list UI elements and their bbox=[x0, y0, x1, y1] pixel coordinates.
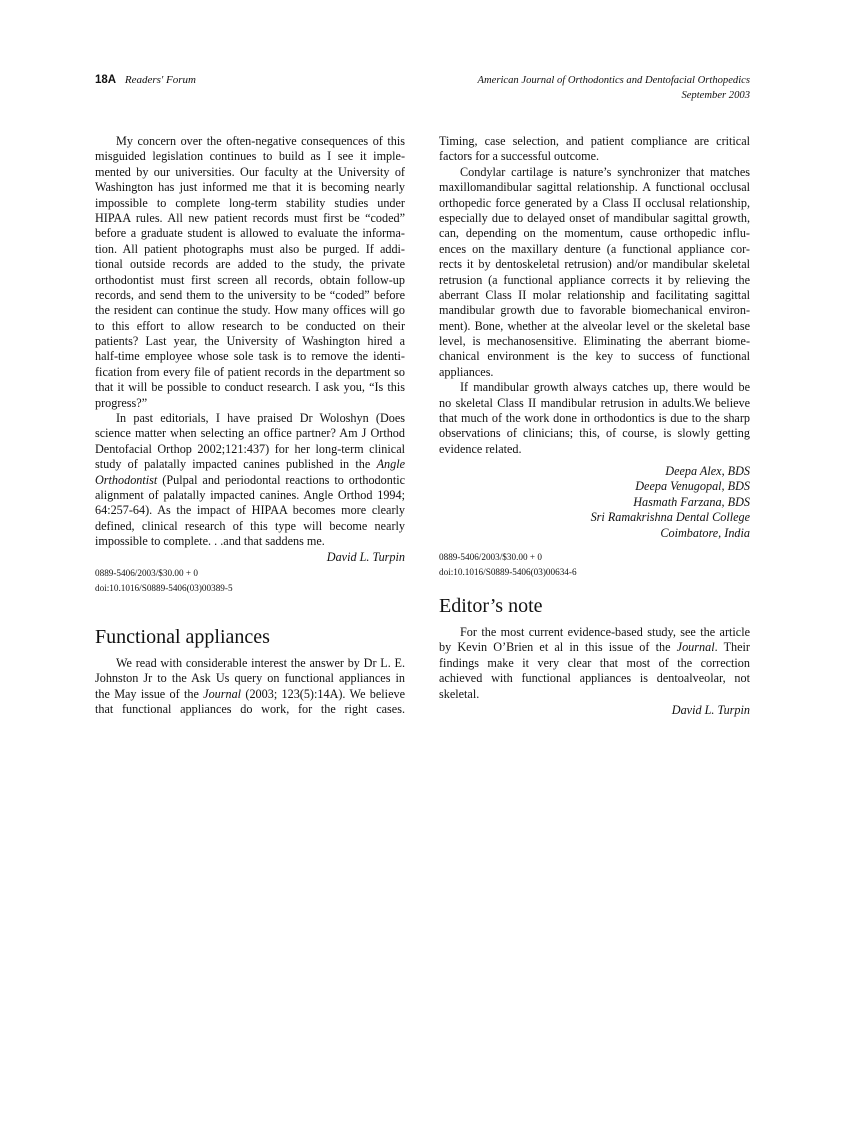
text-line: findings make it very clear that most of the correction bbox=[439, 655, 750, 670]
text-line: observations of clinicians; this, of course, is slowly getting bbox=[439, 426, 750, 441]
paragraph bbox=[439, 134, 750, 165]
text-line: study of palatally impacted canines published in the Angle bbox=[95, 457, 405, 472]
issn-code: 0889-5406/2003/$30.00 + 0 bbox=[95, 568, 198, 578]
text-line: achieved with functional appliances is dentoalveolar, not bbox=[439, 671, 750, 686]
issn-code: 0889-5406/2003/$30.00 + 0 bbox=[439, 552, 542, 562]
text-line: ences on the maxillary denture (a functional appliance cor- bbox=[439, 241, 750, 256]
text-line: the May issue of the Journal (2003; 123(5):14A). We believe bbox=[95, 686, 405, 701]
text-line: Washington has just informed me that it is becoming nearly bbox=[95, 180, 405, 195]
text-line: orthodontist must first screen all records, obtain follow-up bbox=[95, 272, 405, 287]
text-line: 64:257-64). As the impact of HIPAA becomes more clearly bbox=[95, 503, 405, 518]
text-line: tional outside records are added to the study, the private bbox=[95, 257, 405, 272]
section-heading-editors-note: Editor’s note bbox=[439, 595, 543, 617]
text-line: mandibular growth due to favorable biomechanical environ- bbox=[439, 303, 750, 318]
text-line: Johnston Jr to the Ask Us query on functional appliances in bbox=[95, 671, 405, 686]
text-line: especially due to delayed onset of mandibular sagittal growth, bbox=[439, 210, 750, 225]
text-line: orthopedic force generated by a Class II occlusal relationship, bbox=[439, 195, 750, 210]
text-line: aberrant Class II molar relationship and facilitating sagittal bbox=[439, 287, 750, 302]
letter-body-right bbox=[439, 134, 750, 457]
italic-text: Angle bbox=[376, 457, 405, 472]
text-line: impossible to complete long-term stability studies under bbox=[95, 195, 405, 210]
article-codes-right bbox=[439, 550, 750, 579]
text-line: If mandibular growth always catches up, there would be bbox=[460, 380, 750, 395]
text-line: defined, clinical research of this type will become nearly bbox=[95, 518, 405, 533]
functional-appliances-body bbox=[95, 656, 405, 718]
italic-text: Journal bbox=[203, 686, 242, 701]
italic-text: Orthodontist bbox=[95, 472, 158, 487]
editors-note-signature: David L. Turpin bbox=[671, 703, 750, 717]
text-line: evidence related. bbox=[439, 441, 522, 456]
letter-body-left bbox=[95, 134, 405, 550]
text-line: that functional appliances do work, for the right cases. bbox=[95, 702, 405, 717]
italic-text: Journal bbox=[676, 640, 715, 655]
text-line: factors for a successful outcome. bbox=[439, 149, 600, 164]
text-line: no skeletal Class II mandibular retrusion in adults.We believe bbox=[439, 395, 750, 410]
text-line: tion. All patient photographs must also be purged. If addi- bbox=[95, 241, 405, 256]
text-line: records, and send them to the university to be “coded” before bbox=[95, 287, 405, 302]
paragraph bbox=[95, 411, 405, 550]
paragraph bbox=[439, 165, 750, 380]
author-name: Deepa Venugopal, BDS bbox=[635, 479, 750, 494]
text-line: In past editorials, I have praised Dr Woloshyn (Does bbox=[116, 411, 405, 426]
text-line: level, is mechanosensitive. Eliminating the aberrant biome- bbox=[439, 334, 750, 349]
text-line: that it will be possible to conduct research. I ask you, “Is this bbox=[95, 380, 405, 395]
text-line: Orthodontist (Pulpal and periodontal reactions to orthodontic bbox=[95, 472, 405, 487]
page-number: 18A bbox=[95, 74, 117, 86]
text-line: appliances. bbox=[439, 364, 494, 379]
text-line: My concern over the often-negative consequences of this bbox=[116, 134, 405, 148]
text-line: by Kevin O’Brien et al in this issue of the Journal. Their bbox=[439, 640, 750, 655]
text-line: HIPAA rules. All new patient records must first be “coded” bbox=[95, 210, 405, 225]
author-affiliation: Sri Ramakrishna Dental College bbox=[590, 510, 750, 525]
text-line: mented by our universities. Our faculty at the University of bbox=[95, 164, 405, 179]
section-heading-functional-appliances: Functional appliances bbox=[95, 626, 270, 648]
text-line: alignment of palatally impacted canines. Angle Orthod 1994; bbox=[95, 487, 405, 502]
text-line: Timing, case selection, and patient compliance are critical bbox=[439, 134, 750, 148]
author-name: Deepa Alex, BDS bbox=[665, 464, 750, 478]
issue-date: September 2003 bbox=[681, 90, 750, 101]
text-line: fication from every file of patient records in the department so bbox=[95, 364, 405, 379]
editors-note-body bbox=[439, 625, 750, 702]
text-line: progress?” bbox=[95, 395, 148, 410]
paragraph bbox=[95, 134, 405, 411]
text-line: Dentofacial Orthop 2002;121:437) for her long-term clinical bbox=[95, 441, 405, 456]
author-signatures bbox=[439, 464, 750, 541]
article-codes-left bbox=[95, 566, 405, 595]
text-line: ment). Bone, whether at the alveolar level or the skeletal base bbox=[439, 318, 750, 333]
text-line: the resident can continue the study. How many offices will go bbox=[95, 303, 405, 318]
text-line: science matter when selecting an office partner? Am J Orthod bbox=[95, 426, 405, 441]
text-line: retrusion (a functional appliance corrects it by relieving the bbox=[439, 272, 750, 287]
doi-code: doi:10.1016/S0889-5406(03)00389-5 bbox=[95, 582, 233, 593]
letter-signature: David L. Turpin bbox=[326, 550, 405, 564]
text-line: chanical environment is the key to success of functional bbox=[439, 349, 750, 364]
text-line: rects it by dentoskeletal retrusion) and/or mandibular skeletal bbox=[439, 257, 750, 272]
text-line: patients? Last year, the University of Washington hired a bbox=[95, 334, 405, 349]
text-line: misguided legislation continues to build as I see it imple- bbox=[95, 149, 405, 164]
text-line: that much of the work done in orthodontics is due to the sharp bbox=[439, 411, 750, 426]
text-line: Condylar cartilage is nature’s synchronizer that matches bbox=[460, 164, 750, 179]
paragraph bbox=[439, 380, 750, 457]
text-line: before a graduate student is allowed to evaluate the informa- bbox=[95, 226, 405, 241]
text-line: can, depending on the momentum, cause orthopedic influ- bbox=[439, 226, 750, 241]
text-line: For the most current evidence-based study, see the article bbox=[460, 625, 750, 639]
running-header-left bbox=[95, 73, 196, 88]
text-line: impossible to complete. . .and that saddens me. bbox=[95, 534, 325, 549]
text-line: half-time employee whose sole task is to remove the identi- bbox=[95, 349, 405, 364]
journal-name: American Journal of Orthodontics and Dentofacial Orthopedics bbox=[477, 75, 750, 86]
text-line: to this effort to allow research to be conducted on their bbox=[95, 318, 405, 333]
paragraph bbox=[95, 656, 405, 718]
author-name: Hasmath Farzana, BDS bbox=[633, 494, 750, 509]
author-location: Coimbatore, India bbox=[660, 525, 750, 540]
text-line: We read with considerable interest the answer by Dr L. E. bbox=[116, 656, 405, 670]
section-name: Readers' Forum bbox=[124, 74, 196, 86]
text-line: skeletal. bbox=[439, 686, 480, 701]
doi-code: doi:10.1016/S0889-5406(03)00634-6 bbox=[439, 566, 577, 577]
running-header-right bbox=[478, 73, 750, 103]
text-line: maxillomandibular sagittal relationship. A functional occlusal bbox=[439, 180, 750, 195]
paragraph bbox=[439, 625, 750, 702]
